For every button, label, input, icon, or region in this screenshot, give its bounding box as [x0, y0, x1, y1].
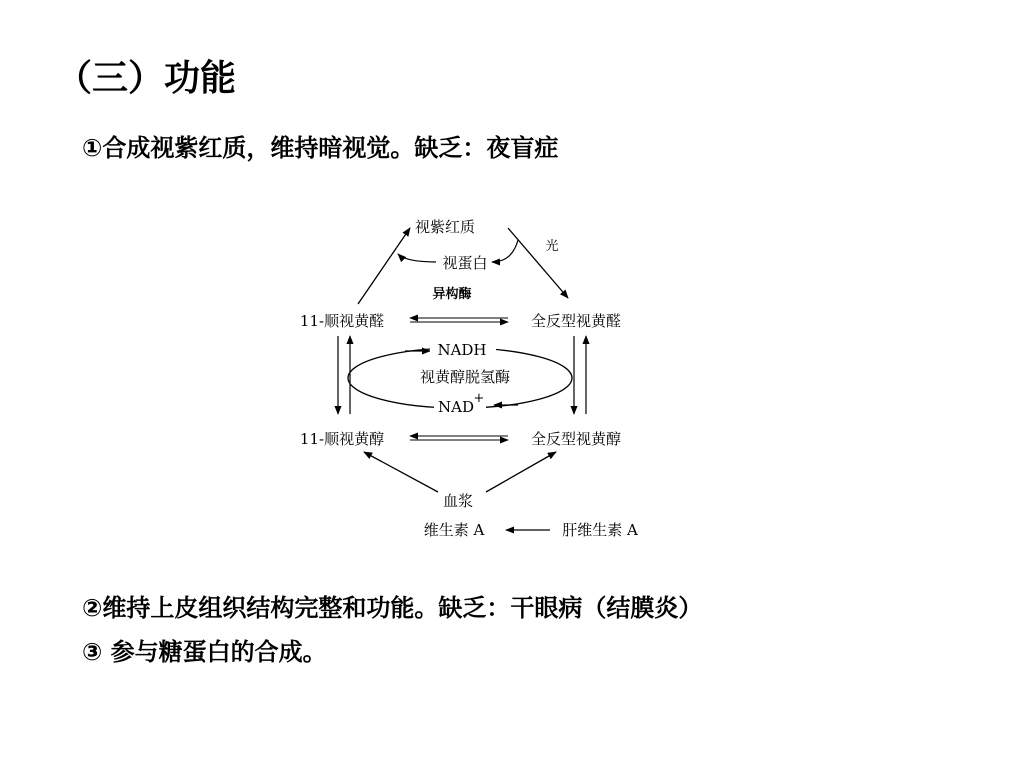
label-vitamin-a: 维生素 A: [423, 521, 485, 539]
label-retinol-dehydrogenase: 视黄醇脱氢酶: [419, 368, 511, 386]
arrow-rhodopsin-to-trans-retinal: [508, 228, 568, 298]
label-nadh: NADH: [437, 341, 487, 359]
label-nad: NAD: [438, 398, 474, 416]
arrow-opsin-return: [398, 254, 436, 262]
label-cis-retinol: 11-顺视黄醇: [299, 430, 385, 448]
label-rhodopsin: 视紫红质: [414, 218, 476, 236]
slide-title: （三）功能: [56, 58, 237, 99]
arrow-plasma-to-cis-retinol: [364, 452, 438, 492]
label-cis-retinal: 11-顺视黄醛: [299, 312, 385, 330]
arrow-opsin-release: [492, 240, 518, 262]
label-trans-retinal: 全反型视黄醛: [530, 312, 622, 330]
point-glycoprotein-synthesis: ③ 参与糖蛋白的合成。: [82, 638, 327, 666]
label-gut-vitamin-a: 肝维生素 A: [562, 521, 638, 539]
label-plasma: 血浆: [442, 492, 474, 510]
point-epithelium-function: ②维持上皮组织结构完整和功能。缺乏：干眼病（结膜炎）: [82, 594, 703, 622]
arrow-cis-retinal-to-rhodopsin: [358, 228, 410, 304]
point-rhodopsin-synthesis: ①合成视紫红质，维持暗视觉。缺乏：夜盲症: [82, 134, 559, 162]
visual-cycle-diagram: [280, 200, 660, 550]
label-light: 光: [545, 239, 559, 254]
label-nad-superscript: +: [473, 391, 485, 406]
arrow-plasma-to-trans-retinol: [486, 452, 556, 492]
label-isomerase: 异构酶: [432, 287, 472, 302]
label-trans-retinol: 全反型视黄醇: [530, 430, 622, 448]
label-opsin: 视蛋白: [442, 254, 488, 272]
